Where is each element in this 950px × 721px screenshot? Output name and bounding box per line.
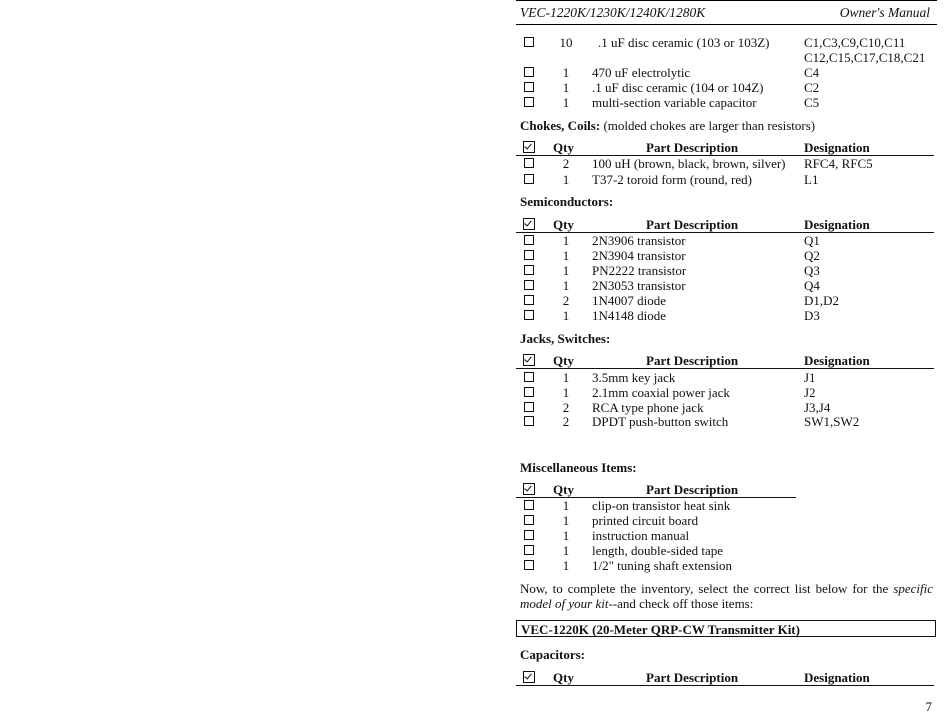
designation: J3,J4 — [804, 400, 831, 415]
designation-header: Designation — [804, 353, 870, 368]
qty: 1 — [562, 558, 570, 573]
section-jacks-title — [520, 331, 610, 347]
designation-header: Designation — [804, 217, 870, 232]
table-header — [520, 140, 940, 155]
list-item — [520, 35, 940, 50]
designation-header: Designation — [804, 140, 870, 155]
list-item — [520, 528, 940, 543]
qty: 1 — [562, 80, 570, 95]
list-item — [520, 400, 940, 415]
header-rule-top — [516, 0, 937, 1]
part-description: DPDT push-button switch — [592, 414, 729, 429]
qty: 1 — [562, 385, 570, 400]
list-item — [520, 263, 940, 278]
qty: 1 — [562, 528, 570, 543]
designation: C2 — [804, 80, 820, 95]
qty-header: Qty — [553, 482, 574, 497]
checked-checkbox-icon — [523, 671, 535, 683]
section-heading: Capacitors: — [520, 647, 585, 662]
part-description: length, double-sided tape — [592, 543, 724, 558]
qty: 10 — [559, 35, 573, 50]
description-header: Part Description — [646, 670, 739, 685]
header-underline — [516, 685, 934, 686]
header-model: VEC-1220K/1230K/1240K/1280K — [520, 5, 706, 20]
checkbox-icon[interactable] — [524, 560, 534, 570]
part-description: 100 uH (brown, black, brown, silver) — [592, 156, 786, 171]
header-title: Owner's Manual — [839, 5, 930, 20]
checkbox-icon[interactable] — [524, 530, 534, 540]
checkbox-icon[interactable] — [524, 387, 534, 397]
section-note: (molded chokes are larger than resistors) — [603, 118, 816, 133]
section-heading: Semiconductors: — [520, 194, 614, 209]
checked-checkbox-icon — [523, 483, 535, 495]
table-header — [520, 353, 940, 368]
list-item-continuation — [520, 50, 940, 65]
checkbox-icon[interactable] — [524, 158, 534, 168]
checkbox-icon[interactable] — [524, 402, 534, 412]
section-heading: Jacks, Switches: — [520, 331, 611, 346]
designation: C1,C3,C9,C10,C11 — [804, 35, 906, 50]
qty: 2 — [562, 414, 570, 429]
instruction-paragraph: Now, to complete the inventory, select the correct list below for the specific model of your kit--and check off those items: — [520, 581, 933, 611]
designation: D1,D2 — [804, 293, 840, 308]
list-item — [520, 248, 940, 263]
header-underline — [516, 368, 934, 369]
description-header: Part Description — [646, 217, 739, 232]
part-description: instruction manual — [592, 528, 690, 543]
designation: Q3 — [804, 263, 820, 278]
checked-checkbox-icon — [523, 218, 535, 230]
qty: 1 — [562, 278, 570, 293]
table-header — [520, 670, 940, 685]
part-description: .1 uF disc ceramic (103 or 103Z) — [598, 35, 770, 50]
table-header — [520, 217, 940, 232]
qty: 2 — [562, 400, 570, 415]
checkbox-icon[interactable] — [524, 545, 534, 555]
part-description: 1/2" tuning shaft extension — [592, 558, 732, 573]
list-item — [520, 370, 940, 385]
part-description: PN2222 transistor — [592, 263, 687, 278]
designation: Q2 — [804, 248, 820, 263]
qty: 1 — [562, 172, 570, 187]
section-semiconductors-title — [520, 194, 613, 210]
list-item — [520, 385, 940, 400]
checkbox-icon[interactable] — [524, 37, 534, 47]
list-item — [520, 278, 940, 293]
checkbox-icon[interactable] — [524, 295, 534, 305]
checkbox-icon[interactable] — [524, 174, 534, 184]
list-item — [520, 513, 940, 528]
checkbox-icon[interactable] — [524, 515, 534, 525]
section-chokes-title — [520, 118, 815, 134]
qty: 1 — [562, 263, 570, 278]
description-header: Part Description — [646, 140, 739, 155]
checkbox-icon[interactable] — [524, 416, 534, 426]
qty-header: Qty — [553, 217, 574, 232]
list-item — [520, 498, 940, 513]
qty: 2 — [562, 293, 570, 308]
qty: 1 — [562, 233, 570, 248]
qty: 1 — [562, 95, 570, 110]
part-description: 2N3904 transistor — [592, 248, 686, 263]
designation: RFC4, RFC5 — [804, 156, 873, 171]
part-description: T37-2 toroid form (round, red) — [592, 172, 752, 187]
list-item — [520, 558, 940, 573]
part-description: .1 uF disc ceramic (104 or 104Z) — [592, 80, 764, 95]
qty-header: Qty — [553, 670, 574, 685]
section-misc-title — [520, 460, 637, 476]
part-description: 2N3053 transistor — [592, 278, 686, 293]
designation: Q1 — [804, 233, 820, 248]
designation: Q4 — [804, 278, 820, 293]
list-item — [520, 95, 940, 110]
list-item — [520, 308, 940, 323]
list-item — [520, 233, 940, 248]
checkbox-icon[interactable] — [524, 250, 534, 260]
checkbox-icon[interactable] — [524, 500, 534, 510]
list-item — [520, 543, 940, 558]
page-number: 7 — [925, 699, 932, 714]
section-heading: Miscellaneous Items: — [520, 460, 637, 475]
qty: 1 — [562, 513, 570, 528]
designation: L1 — [804, 172, 819, 187]
header-rule-bottom — [516, 24, 937, 25]
part-description: 1N4148 diode — [592, 308, 667, 323]
designation: SW1,SW2 — [804, 414, 860, 429]
designation: J1 — [804, 370, 816, 385]
part-description: multi-section variable capacitor — [592, 95, 757, 110]
qty: 1 — [562, 65, 570, 80]
list-item — [520, 414, 940, 429]
qty: 1 — [562, 498, 570, 513]
qty-header: Qty — [553, 140, 574, 155]
checkbox-icon[interactable] — [524, 310, 534, 320]
part-description: printed circuit board — [592, 513, 699, 528]
checked-checkbox-icon — [523, 141, 535, 153]
designation-header: Designation — [804, 670, 870, 685]
part-description: 2.1mm coaxial power jack — [592, 385, 730, 400]
list-item — [520, 293, 940, 308]
designation: J2 — [804, 385, 816, 400]
designation: C12,C15,C17,C18,C21 — [804, 50, 926, 65]
part-description: RCA type phone jack — [592, 400, 704, 415]
part-description: 470 uF electrolytic — [592, 65, 691, 80]
qty: 1 — [562, 543, 570, 558]
table-header — [520, 482, 940, 497]
checkbox-icon[interactable] — [524, 97, 534, 107]
qty-header: Qty — [553, 353, 574, 368]
checkbox-icon[interactable] — [524, 235, 534, 245]
checkbox-icon[interactable] — [524, 82, 534, 92]
list-item — [520, 65, 940, 80]
part-description: 2N3906 transistor — [592, 233, 686, 248]
qty: 1 — [562, 370, 570, 385]
checkbox-icon[interactable] — [524, 265, 534, 275]
kit-title-box: VEC-1220K (20-Meter QRP-CW Transmitter Kit) — [516, 620, 936, 637]
checked-checkbox-icon — [523, 354, 535, 366]
part-description: clip-on transistor heat sink — [592, 498, 731, 513]
designation: C5 — [804, 95, 820, 110]
designation: C4 — [804, 65, 820, 80]
description-header: Part Description — [646, 353, 739, 368]
list-item — [520, 156, 940, 171]
designation: D3 — [804, 308, 820, 323]
part-description: 1N4007 diode — [592, 293, 667, 308]
list-item — [520, 80, 940, 95]
checkbox-icon[interactable] — [524, 372, 534, 382]
qty: 2 — [562, 156, 570, 171]
qty: 1 — [562, 248, 570, 263]
list-item — [520, 172, 940, 187]
qty: 1 — [562, 308, 570, 323]
section-heading: Chokes, Coils: — [520, 118, 601, 133]
section-capacitors-title — [520, 647, 585, 663]
part-description: 3.5mm key jack — [592, 370, 676, 385]
checkbox-icon[interactable] — [524, 67, 534, 77]
checkbox-icon[interactable] — [524, 280, 534, 290]
description-header: Part Description — [646, 482, 739, 497]
